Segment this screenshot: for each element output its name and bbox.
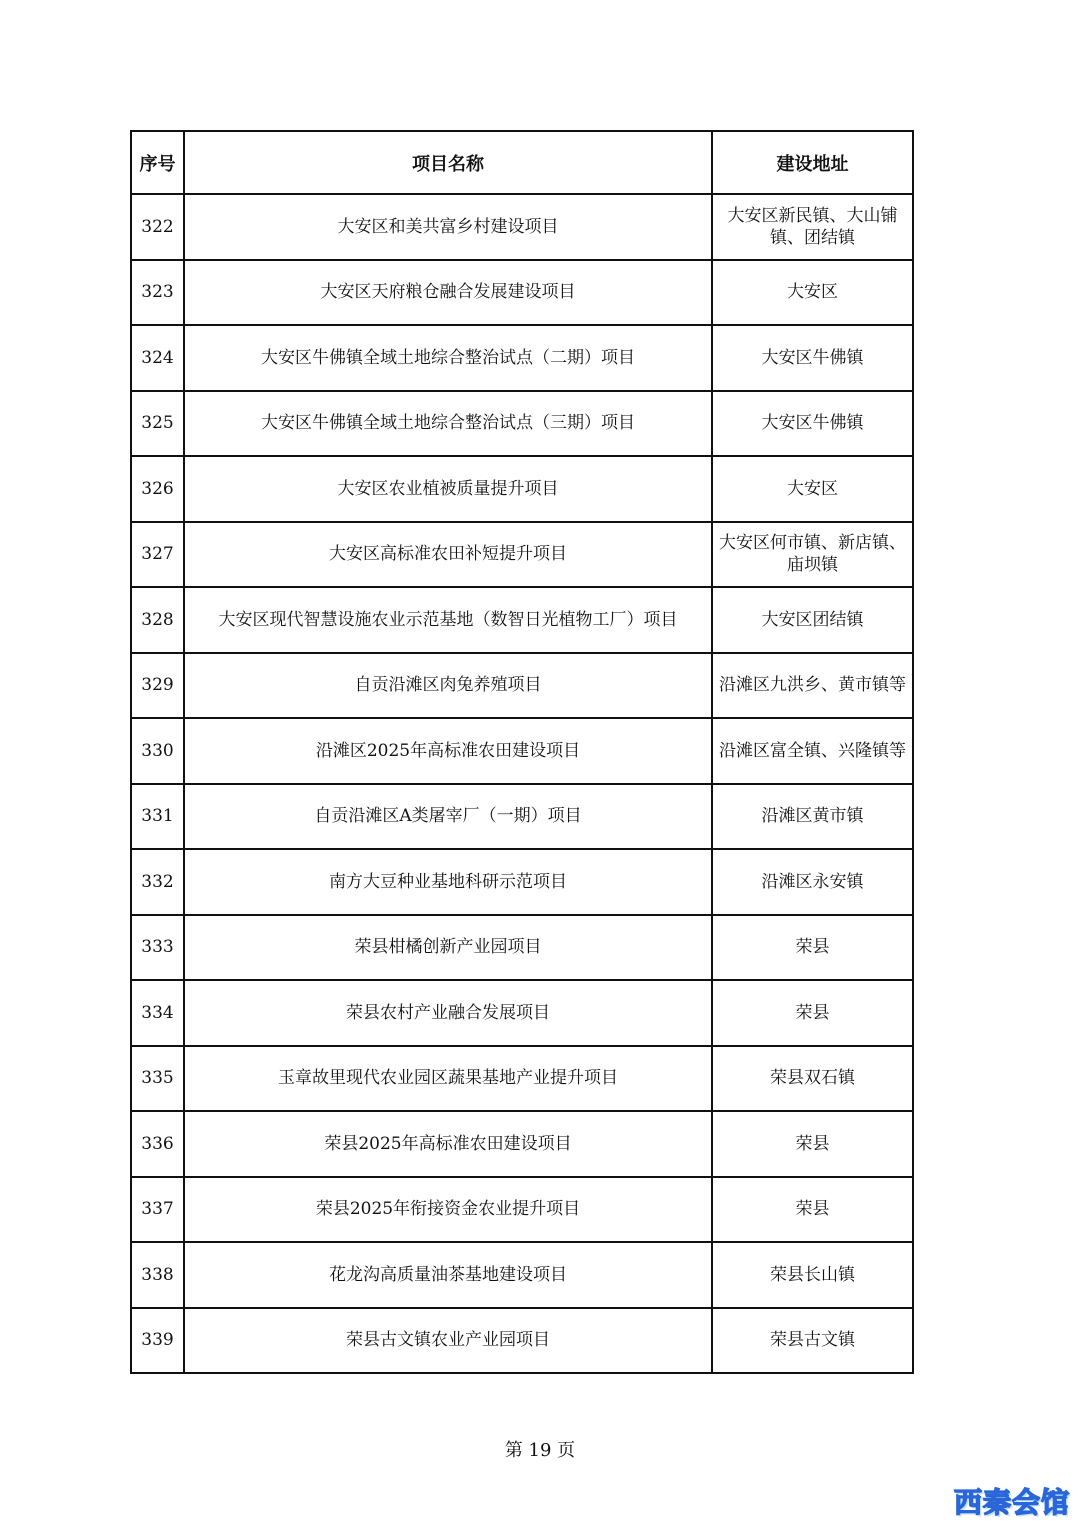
cell-serial-number: 328 [131,587,184,653]
table-row [131,1242,913,1308]
cell-serial-number: 324 [131,325,184,391]
table-row [131,1111,913,1177]
cell-project-name: 大安区牛佛镇全域土地综合整治试点（三期）项目 [184,391,712,457]
cell-project-name: 大安区高标准农田补短提升项目 [184,522,712,588]
cell-serial-number: 339 [131,1308,184,1374]
cell-project-name: 大安区天府粮仓融合发展建设项目 [184,260,712,326]
cell-serial-number: 334 [131,980,184,1046]
table-row [131,784,913,850]
cell-project-name: 大安区牛佛镇全域土地综合整治试点（二期）项目 [184,325,712,391]
cell-project-name: 荣县农村产业融合发展项目 [184,980,712,1046]
cell-construction-address: 沿滩区黄市镇 [712,784,913,850]
table-row [131,522,913,588]
cell-project-name: 荣县2025年高标准农田建设项目 [184,1111,712,1177]
cell-serial-number: 336 [131,1111,184,1177]
cell-construction-address: 荣县双石镇 [712,1046,913,1112]
cell-serial-number: 333 [131,915,184,981]
cell-project-name: 花龙沟高质量油茶基地建设项目 [184,1242,712,1308]
cell-construction-address: 沿滩区永安镇 [712,849,913,915]
project-table [130,130,914,1374]
cell-project-name: 沿滩区2025年高标准农田建设项目 [184,718,712,784]
cell-serial-number: 337 [131,1177,184,1243]
cell-construction-address: 沿滩区富全镇、兴隆镇等 [712,718,913,784]
cell-construction-address: 大安区 [712,456,913,522]
table-row [131,1046,913,1112]
table-row [131,587,913,653]
table-row [131,260,913,326]
cell-project-name: 玉章故里现代农业园区蔬果基地产业提升项目 [184,1046,712,1112]
cell-project-name: 荣县柑橘创新产业园项目 [184,915,712,981]
cell-serial-number: 327 [131,522,184,588]
cell-serial-number: 322 [131,194,184,260]
cell-project-name: 自贡沿滩区A类屠宰厂（一期）项目 [184,784,712,850]
table-header-row [131,131,913,194]
watermark-logo: 西秦会馆 [953,1486,1070,1519]
cell-serial-number: 326 [131,456,184,522]
cell-construction-address: 大安区新民镇、大山铺镇、团结镇 [712,194,913,260]
cell-construction-address: 荣县 [712,915,913,981]
table-row [131,391,913,457]
table-row [131,653,913,719]
cell-construction-address: 荣县长山镇 [712,1242,913,1308]
cell-serial-number: 325 [131,391,184,457]
cell-project-name: 大安区农业植被质量提升项目 [184,456,712,522]
page-number: 第 19 页 [504,1440,576,1461]
cell-construction-address: 荣县 [712,980,913,1046]
cell-construction-address: 大安区何市镇、新店镇、庙坝镇 [712,522,913,588]
cell-project-name: 大安区和美共富乡村建设项目 [184,194,712,260]
cell-construction-address: 荣县 [712,1177,913,1243]
cell-serial-number: 338 [131,1242,184,1308]
table-row [131,1177,913,1243]
cell-project-name: 大安区现代智慧设施农业示范基地（数智日光植物工厂）项目 [184,587,712,653]
cell-serial-number: 331 [131,784,184,850]
cell-construction-address: 荣县古文镇 [712,1308,913,1374]
table-row [131,980,913,1046]
table-row [131,194,913,260]
header-serial-number: 序号 [131,131,184,194]
cell-project-name: 南方大豆种业基地科研示范项目 [184,849,712,915]
cell-serial-number: 323 [131,260,184,326]
cell-project-name: 荣县古文镇农业产业园项目 [184,1308,712,1374]
table-row [131,849,913,915]
cell-serial-number: 335 [131,1046,184,1112]
cell-project-name: 荣县2025年衔接资金农业提升项目 [184,1177,712,1243]
cell-construction-address: 大安区牛佛镇 [712,391,913,457]
cell-construction-address: 大安区 [712,260,913,326]
cell-serial-number: 329 [131,653,184,719]
cell-serial-number: 332 [131,849,184,915]
cell-construction-address: 大安区团结镇 [712,587,913,653]
cell-construction-address: 大安区牛佛镇 [712,325,913,391]
table-row [131,325,913,391]
table-row [131,1308,913,1374]
cell-construction-address: 荣县 [712,1111,913,1177]
table-row [131,456,913,522]
table-row [131,718,913,784]
header-project-name: 项目名称 [184,131,712,194]
cell-serial-number: 330 [131,718,184,784]
cell-construction-address: 沿滩区九洪乡、黄市镇等 [712,653,913,719]
header-construction-address: 建设地址 [712,131,913,194]
table-row [131,915,913,981]
cell-project-name: 自贡沿滩区肉兔养殖项目 [184,653,712,719]
